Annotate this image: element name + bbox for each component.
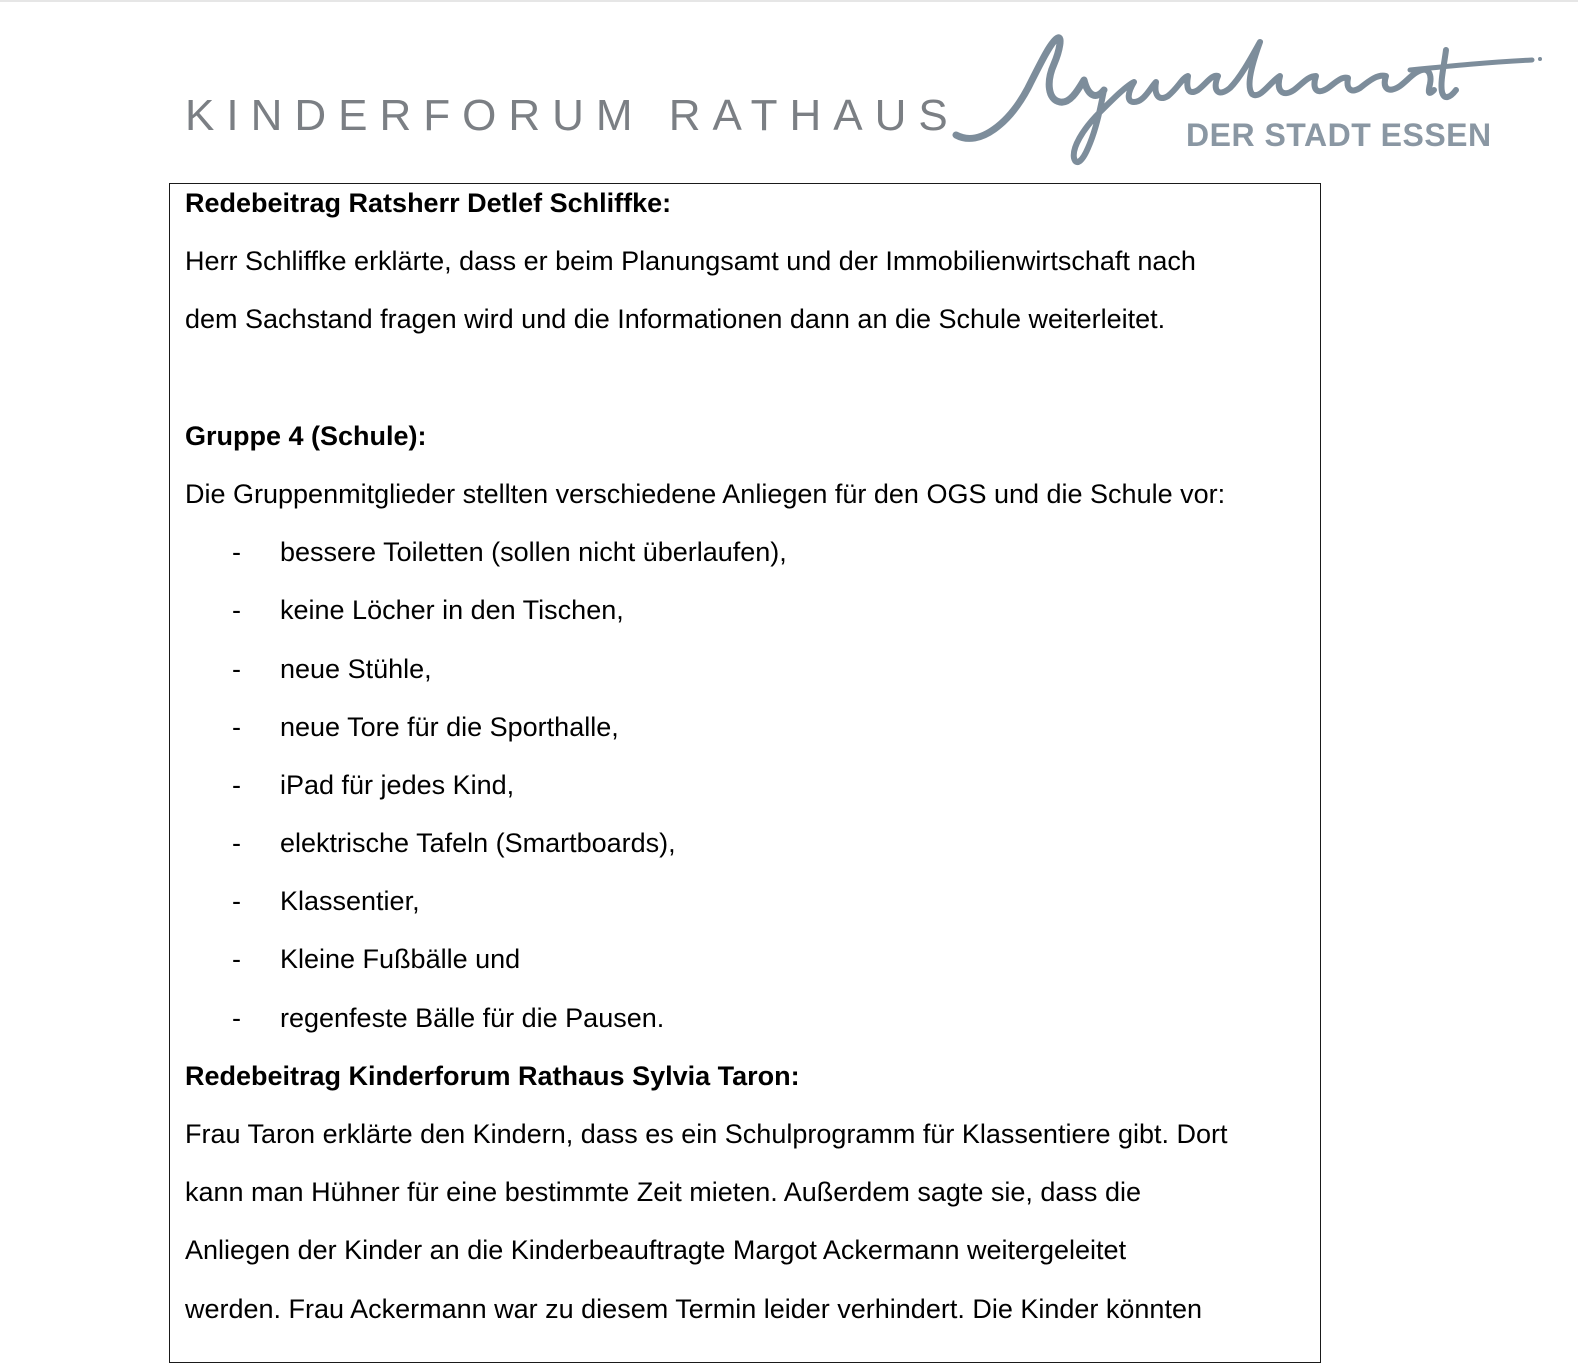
paragraph-line: Frau Taron erklärte den Kindern, dass es ein Schulprogramm für Klassentiere gibt. Dort — [185, 1119, 1228, 1149]
section-heading-taron: Redebeitrag Kinderforum Rathaus Sylvia Taron: — [185, 1060, 800, 1091]
bullet-dash: - — [232, 537, 241, 568]
list-item — [185, 640, 1315, 698]
bullet-dash: - — [232, 595, 241, 626]
list-item — [185, 523, 1315, 581]
list-item — [185, 756, 1315, 814]
paragraph-line: kann man Hühner für eine bestimmte Zeit mieten. Außerdem sagte sie, dass die — [185, 1177, 1141, 1208]
section-heading-schliffke: Redebeitrag Ratsherr Detlef Schliffke: — [185, 188, 672, 218]
list-item-text: bessere Toiletten (sollen nicht überlaufen), — [280, 537, 787, 568]
list-item-text: regenfeste Bälle für die Pausen. — [280, 1002, 665, 1033]
bullet-dash: - — [232, 944, 241, 975]
list-item — [185, 698, 1315, 756]
list-item — [185, 872, 1315, 930]
list-item-text: elektrische Tafeln (Smartboards), — [280, 828, 676, 859]
paragraph-line: Anliegen der Kinder an die Kinderbeauftragte Margot Ackermann weitergeleitet — [185, 1235, 1127, 1266]
list-item — [185, 930, 1315, 988]
list-item-text: iPad für jedes Kind, — [280, 769, 515, 800]
paragraph-line: Die Gruppenmitglieder stellten verschiedene Anliegen für den OGS und die Schule vor: — [185, 478, 1226, 509]
logo-subtitle: DER STADT ESSEN — [1186, 117, 1492, 153]
list-item — [185, 814, 1315, 872]
paragraph-line: Herr Schliffke erklärte, dass er beim Planungsamt und der Immobilienwirtschaft nach — [185, 246, 1196, 277]
bullet-dash: - — [232, 653, 241, 684]
page-top-edge — [0, 0, 1578, 2]
list-item — [185, 581, 1315, 639]
list-item-text: neue Stühle, — [280, 653, 432, 684]
page-header-title: KINDERFORUM RATHAUS — [185, 91, 960, 140]
blank-line — [185, 349, 1315, 407]
paragraph-line: dem Sachstand fragen wird und die Informationen dann an die Schule weiterleitet. — [185, 304, 1166, 335]
list-item-text: Kleine Fußbälle und — [280, 944, 521, 975]
list-item — [185, 989, 1315, 1047]
bullet-dash: - — [232, 711, 241, 742]
bullet-dash: - — [232, 828, 241, 859]
bullet-dash: - — [232, 769, 241, 800]
list-item-text: Klassentier, — [280, 886, 420, 917]
section-heading-gruppe-4: Gruppe 4 (Schule): — [185, 420, 427, 451]
paragraph-line: werden. Frau Ackermann war zu diesem Termin leider verhindert. Die Kinder könnten — [185, 1293, 1202, 1324]
document-body — [185, 174, 1315, 1338]
bullet-dash: - — [232, 1002, 241, 1033]
list-item-text: keine Löcher in den Tischen, — [280, 595, 624, 626]
bullet-dash: - — [232, 886, 241, 917]
list-item-text: neue Tore für die Sporthalle, — [280, 711, 619, 742]
